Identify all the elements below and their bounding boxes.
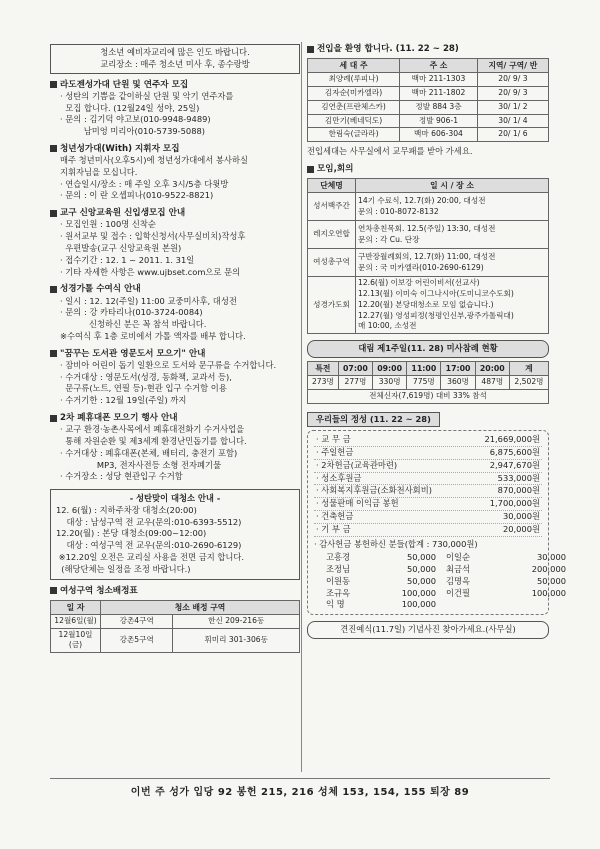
section-title: "꿈꾸는 도서관 영문도서 모으기" 안내 <box>50 348 300 360</box>
square-bullet-icon <box>50 415 57 422</box>
meetings-section <box>307 163 549 334</box>
square-bullet-icon <box>307 46 314 53</box>
column-divider <box>301 42 302 772</box>
table-row: 273명 277명 330명 775명 360명 487명 2,502명 <box>308 375 549 389</box>
table-row: 최양례(루피나) 백마 211-1303 20/ 9/ 3 <box>308 73 549 87</box>
table-row: 한림숙(글라라) 백마 606-304 20/ 1/ 6 <box>308 128 549 142</box>
square-bullet-icon <box>50 81 57 88</box>
table-row: 김연춘(프란체스카) 정발 884 3층 30/ 1/ 2 <box>308 100 549 114</box>
table-row: 12월6일(월) 강촌4구역 한신 209-216동 <box>51 614 300 628</box>
list-item: · 기 부 금 20,000원 <box>314 524 542 537</box>
donor-list: 고흥경 50,000 이일순 30,000 조정님 50,000 최금석 200,000 이원동 50,000 김명옥 50,000 조규옥 100,000 이건필 100,000 익 명 100,000 <box>326 552 566 610</box>
donations-box <box>307 430 566 615</box>
section-title: 라도젠성가대 단원 및 연주자 모집 <box>50 79 300 91</box>
choir-recruit-section <box>50 79 300 138</box>
table-row: 김자순(미카엘라) 백마 211-1802 20/ 9/ 3 <box>308 87 549 101</box>
section-title: 성경가톨 수여식 안내 <box>50 283 300 295</box>
youth-choir-section: 청년성가대(With) 지휘자 모집 매주 청년미사(오후5시)에 청년성가대에서 봉사하실 지휘자님을 모십니다. · 연습일시/장소 : 매 주일 오후 3시/5층 다윗방 · 문의 : 이 란 오셉피나(010-9522-8821) <box>50 143 300 202</box>
section-title: 교구 신앙교육원 신입생모집 안내 <box>50 207 300 219</box>
square-bullet-icon <box>50 210 57 217</box>
meetings-table: 단체명 일 시 / 장 소 성서백주간 14기 수료식, 12.7(화) 20:00, 대성전 문의 : 010-8072-8132 레지오연합 연차총친목회. 12.5(주일) 13:30, 대성전 문의 : 각 Cu. 단장 여성총구역 구반장월례회의, 12.7(화) 11:00, 대성전 문의 : 국 미카엘라(010-2690-6129) 성경가도회 12.6(월) 이보강 어린이비서(선교사) 12.13(월) 이미숙 이그나시아(도미니코수도회) 12.20(월) 본당대청소로 모임 없습니다.) 12.27(월) 영성피정(청평인신부,광주가톨릭대) 매 10:00, 소성전 <box>307 178 549 334</box>
list-item: · 교 무 금 21,669,000원 <box>314 434 542 447</box>
table-row: 여성총구역 구반장월례회의, 12.7(화) 11:00, 대성전 문의 : 국 미카엘라(010-2690-6129) <box>308 249 549 277</box>
square-bullet-icon <box>50 286 57 293</box>
section-title: 모임,회의 <box>307 163 549 175</box>
newcomers-section <box>307 43 549 158</box>
list-item: · 2차헌금(교육관마련) 2,947,670원 <box>314 460 542 473</box>
newcomers-table: 세 대 주 주 소 지역/ 구역/ 반 최양례(루피나) 백마 211-1303 20/ 9/ 3 김자순(미카엘라) 백마 211-1802 20/ 9/ 3 김연춘(프란체스카) 정발 884 3층 30/ 1/ 2 김만기(베네딕도) 정발 906-1 30/ 1/ 4 한림숙(글라라) 백마 606-304 20/ 1/ 6 <box>307 58 549 142</box>
square-bullet-icon <box>50 350 57 357</box>
table-row: 성서백주간 14기 수료식, 12.7(화) 20:00, 대성전 문의 : 010-8072-8132 <box>308 193 549 221</box>
attendance-table: 특전 07:00 09:00 11:00 17:00 20:00 계 273명 277명 330명 775명 360명 487명 2,502명 전체신자(7,619명) 대비 33% 참석 <box>307 361 549 404</box>
phone-recycle-section: 2차 폐휴대폰 모으기 행사 안내 · 교구 환경·농촌사목에서 폐휴대전화기 수거사업을 통해 자원순환 및 제3세계 환경난민돕기를 합니다. · 수거대상 : 폐휴대폰(본체, 배터리, 충전기 포함) MP3, 전자사전등 소형 전자폐기물 · 수거장소 : 성당 현관입구 수거함 <box>50 412 300 483</box>
newcomers-note: 전입세대는 사무실에서 교무패를 받아 가세요. <box>307 146 473 157</box>
hymn-footer: 이번 주 성가 입당 92 봉헌 215, 216 성체 153, 154, 155 퇴장 89 <box>130 787 470 798</box>
section-title: 2차 폐휴대폰 모으기 행사 안내 <box>50 412 300 424</box>
list-item: · 주일헌금 6,875,600원 <box>314 447 542 460</box>
notice-line: 청소년 예비자교리에 많은 인도 바랍니다. <box>100 47 250 57</box>
thanks-heading: · 감사헌금 봉헌하신 분들(합계 : 730,000원) <box>314 538 478 549</box>
footer-divider <box>50 778 550 779</box>
cleaning-schedule-section <box>50 585 300 654</box>
section-title: 전입을 환영 합니다. (11. 22 ~ 28) <box>307 43 549 55</box>
list-item: · 성소후원금 533,000원 <box>314 473 542 486</box>
attendance-title: 대림 제1주일(11. 28) 미사참례 현황 <box>307 340 549 358</box>
donations-title: 우리들의 정성 (11. 22 ~ 28) <box>307 412 440 428</box>
right-column <box>307 0 566 639</box>
list-item: · 성물판매 이익금 봉헌 1,700,000원 <box>314 498 542 511</box>
table-row: 성경가도회 12.6(월) 이보강 어린이비서(선교사) 12.13(월) 이미숙 이그나시아(도미니코수도회) 12.20(월) 본당대청소로 모임 없습니다.) 12.27(월) 영성피정(청평인신부,광주가톨릭대) 매 10:00, 소성전 <box>308 277 549 334</box>
list-item: · 건축헌금 30,000원 <box>314 511 542 524</box>
square-bullet-icon <box>50 587 57 594</box>
faith-education-section: 교구 신앙교육원 신입생모집 안내 · 모집인원 : 100명 신착순 · 원서교부 및 접수 : 입학신청서(사무실비치)작성후 우편발송(교구 신앙교육원 본원) · 접수기간 : 12. 1 ~ 2011. 1. 31일 · 기타 자세한 사항은 www.ujbset.com으로 문의 <box>50 207 300 278</box>
english-books-section: "꿈꾸는 도서관 영문도서 모으기" 안내 · 잠비아 어린이 돕기 일환으로 도서와 문구류을 수거합니다. · 수거대상 : 영문도서(성경, 동화책, 교과서 등), 문구류(노트, 연필 등)-현관 입구 수거함 이용 · 수거기한 : 12월 19일(주일) 까지 <box>50 348 300 407</box>
square-bullet-icon <box>50 145 57 152</box>
notice-line: 교리장소 : 매주 청소년 미사 후, 종수랑방 <box>100 58 250 69</box>
christmas-cleaning-notice: - 성탄맞이 대청소 안내 - 12. 6(월) : 지하주차장 대청소(20:00) 대상 : 남성구역 전 교우(문의:010-6393-5512) 12.20(월) : 본당 대청소(09:00~12:00) 대상 : 여성구역 전 교우(문의:010-2690-6129) ※12.20일 오전은 교리실 사용을 전면 금지 합니다. (해당단체는 일정을 조정 바랍니다.) <box>50 489 300 579</box>
left-column <box>50 0 300 653</box>
square-bullet-icon <box>307 166 314 173</box>
table-row: 레지오연합 연차총친목회. 12.5(주일) 13:30, 대성전 문의 : 각 Cu. 단장 <box>308 221 549 249</box>
photo-pickup-note: 견진예식(11.7일) 기념사진 찾아가세요.(사무실) <box>307 621 549 639</box>
table-row: 김만기(베네딕도) 정발 906-1 30/ 1/ 4 <box>308 114 549 128</box>
section-title: 여성구역 청소배정표 <box>50 585 300 597</box>
section-title: 청년성가대(With) 지휘자 모집 <box>50 143 300 155</box>
youth-catechism-notice <box>50 44 300 74</box>
bible-award-section: 성경가톨 수여식 안내 · 일시 : 12. 12(주일) 11:00 교중미사후, 대성전 · 문의 : 강 카타리나(010-3724-0084) 신청하신 분은 꼭 참석 바랍니다. ※수여식 후 1층 로비에서 가톨 액자를 배부 합니다. <box>50 283 300 342</box>
cleaning-table: 일 자 청소 배정 구역 12월6일(월) 강촌4구역 한신 209-216동 12월10일(금) 강촌5구역 휘미리 301-306동 <box>50 600 300 653</box>
section-body: · 성탄의 기쁨을 같이하실 단원 및 악기 연주자를 모집 합니다. (12월24일 성야, 25일) · 문의 : 김기덕 야고보(010-9948-9489) 남미엉 미리아(010-5739-5088) <box>60 90 234 137</box>
table-row: 12월10일(금) 강촌5구역 휘미리 301-306동 <box>51 628 300 653</box>
list-item: · 사회복지후원금(소화천사회비) 870,000원 <box>314 485 542 498</box>
